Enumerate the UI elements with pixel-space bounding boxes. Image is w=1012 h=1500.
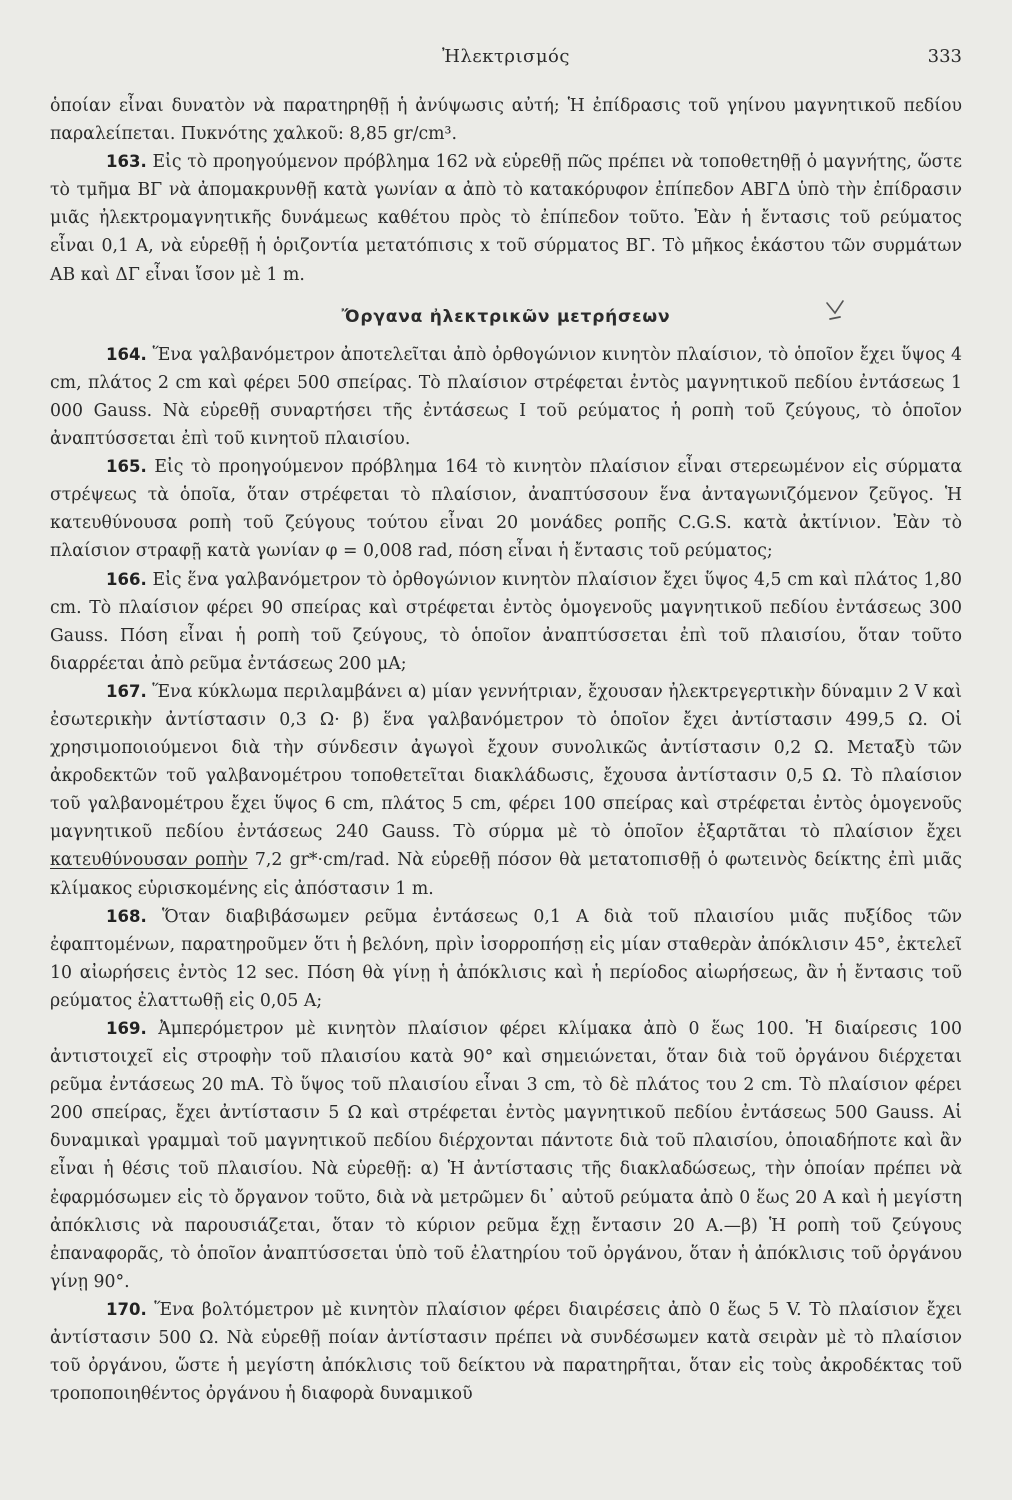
problem-number: 164. bbox=[106, 344, 147, 364]
page-number: 333 bbox=[927, 46, 962, 67]
problem-text: Εἰς τὸ προηγούμενον πρόβλημα 162 νὰ εὑρεθῇ πῶς πρέπει νὰ τοποθετηθῇ ὁ μαγνήτης, ὥστε τὸ τμῆμα ΒΓ νὰ ἀπομακρυνθῇ κατὰ γωνίαν α ἀπὸ τὸ κατακόρυφον ἐπίπεδον ΑΒΓΔ ὑπὸ τὴν ἐπίδρασιν μιᾶς ἠλεκτρομαγνητικῆς δυνάμεως καθέτου πρὸς τὸ ἐπίπεδον τοῦτο. Ἐὰν ἡ ἔντασις τοῦ ρεύματος εἶναι 0,1 Α, νὰ εὑρεθῇ ἡ ὁριζοντία μετατόπισις x τοῦ σύρματος ΒΓ. Τὸ μῆκος ἑκάστου τῶν συρμάτων ΑΒ καὶ ΔΓ εἶναι ἴσον μὲ 1 m. bbox=[50, 152, 962, 285]
problem-text-after: 7,2 gr*·cm/rad. Νὰ εὑρεθῇ πόσον θὰ μετατοπισθῇ ὁ φωτεινὸς δείκτης ἐπὶ μιᾶς κλίμακος εὑρισκομένης εἰς ἀπόστασιν 1 m. bbox=[50, 850, 962, 899]
handwritten-check-mark-icon bbox=[824, 297, 846, 325]
problem-number: 163. bbox=[106, 152, 147, 172]
section-heading-text: Ὄργανα ἠλεκτρικῶν μετρήσεων bbox=[341, 306, 671, 327]
problem-169 bbox=[50, 1015, 962, 1296]
problem-number: 170. bbox=[106, 1299, 147, 1319]
problem-number: 169. bbox=[106, 1019, 147, 1038]
problem-text: Εἰς ἕνα γαλβανόμετρον τὸ ὀρθογώνιον κινητὸν πλαίσιον ἔχει ὕψος 4,5 cm καὶ πλάτος 1,80 cm. Τὸ πλαίσιον φέρει 90 σπείρας καὶ στρέφεται ἐντὸς ὁμογενοῦς μαγνητικοῦ πεδίου ἐντάσεως 300 Gauss. Πόση εἶναι ἡ ροπὴ τοῦ ζεύγους, τὸ ὁποῖον ἀναπτύσσεται ἐπὶ τοῦ πλαισίου, ὅταν τοῦτο διαρρέεται ἀπὸ ρεῦμα ἐντάσεως 200 μΑ; bbox=[50, 569, 962, 674]
running-head bbox=[50, 46, 962, 92]
problem-number: 167. bbox=[106, 681, 147, 701]
problem-text: Ἕνα γαλβανόμετρον ἀποτελεῖται ἀπὸ ὀρθογώνιον κινητὸν πλαίσιον, τὸ ὁποῖον ἔχει ὕψος 4 cm, πλάτος 2 cm καὶ φέρει 500 σπείρας. Τὸ πλαίσιον στρέφεται ἐντὸς μαγνητικοῦ πεδίου ἐντάσεως 1 000 Gauss. Νὰ εὑρεθῇ συναρτήσει τῆς ἐντάσεως Ι τοῦ ρεύματος ἡ ροπὴ τοῦ ζεύγους, τὸ ὁποῖον ἀναπτύσσεται ἐπὶ τοῦ κινητοῦ πλαισίου. bbox=[50, 344, 962, 450]
problem-text: Εἰς τὸ προηγούμενον πρόβλημα 164 τὸ κινητὸν πλαίσιον εἶναι στερεωμένον εἰς σύρματα στρέψεως τὰ ὁποῖα, ὅταν στρέφεται τὸ πλαίσιον, ἀναπτύσσουν ἕνα ἀνταγωνιζόμενον ζεῦγος. Ἡ κατευθύνουσα ροπὴ τοῦ ζεύγους τούτου εἶναι 20 μονάδες ροπῆς C.G.S. κατὰ ἀκτίνιον. Ἐὰν τὸ πλαίσιον στραφῇ κατὰ γωνίαν φ = 0,008 rad, πόση εἶναι ἡ ἔντασις τοῦ ρεύματος; bbox=[50, 457, 962, 562]
problem-number: 166. bbox=[106, 569, 147, 589]
problem-text-before: Ἕνα κύκλωμα περιλαμβάνει α) μίαν γεννήτριαν, ἔχουσαν ἠλεκτρεγερτικὴν δύναμιν 2 V καὶ ἐσωτερικὴν ἀντίστασιν 0,3 Ω· β) ἕνα γαλβανόμετρον τὸ ὁποῖον ἔχει ἀντίστασιν 499,5 Ω. Οἱ χρησιμοποιούμενοι διὰ τὴν σύνδεσιν ἀγωγοὶ ἔχουν συνολικῶς ἀντίστασιν 0,2 Ω. Μεταξὺ τῶν ἀκροδεκτῶν τοῦ γαλβανομέτρου τοποθετεῖται διακλάδωσις, ἔχουσα ἀντίστασιν 0,5 Ω. Τὸ πλαίσιον τοῦ γαλβανομέτρου ἔχει ὕψος 6 cm, πλάτος 5 cm, φέρει 100 σπείρας καὶ στρέφεται ἐντὸς ὁμογενοῦς μαγνητικοῦ πεδίου ἐντάσεως 240 Gauss. Τὸ σύρμα μὲ τὸ ὁποῖον ἐξαρτᾶται τὸ πλαίσιον ἔχει bbox=[50, 681, 963, 843]
intro-paragraph: ὁποίαν εἶναι δυνατὸν νὰ παρατηρηθῇ ἡ ἀνύψωσις αὐτή; Ἡ ἐπίδρασις τοῦ γηίνου μαγνητικοῦ πεδίου παραλείπεται. Πυκνότης χαλκοῦ: 8,85 gr/cm³. bbox=[50, 96, 962, 145]
running-title: Ἠλεκτρισμός bbox=[442, 46, 570, 67]
page-text bbox=[50, 92, 962, 1408]
problem-165 bbox=[50, 453, 962, 565]
problem-168 bbox=[50, 903, 962, 1015]
underlined-phrase: κατευθύνουσαν ροπὴν bbox=[50, 850, 248, 871]
problem-167 bbox=[50, 678, 962, 903]
problem-text: Ἀμπερόμετρον μὲ κινητὸν πλαίσιον φέρει κλίμακα ἀπὸ 0 ἕως 100. Ἡ διαίρεσις 100 ἀντιστοιχεῖ εἰς στροφὴν τοῦ πλαισίου κατὰ 90° καὶ σημειώνεται, ὅταν διὰ τοῦ ὀργάνου διέρχεται ρεῦμα ἐντάσεως 20 mA. Τὸ ὕψος τοῦ πλαισίου εἶναι 3 cm, τὸ δὲ πλάτος του 2 cm. Τὸ πλαίσιον φέρει 200 σπείρας, ἔχει ἀντίστασιν 5 Ω καὶ στρέφεται ἐντὸς μαγνητικοῦ πεδίου ἐντάσεως 500 Gauss. Αἱ δυναμικαὶ γραμμαὶ τοῦ μαγνητικοῦ πεδίου διέρχονται πάντοτε διὰ τοῦ πλαισίου, ὁποιαδήποτε καὶ ἂν εἶναι ἡ θέσις τοῦ πλαισίου. Νὰ εὑρεθῇ: α) Ἡ ἀντίστασις τῆς διακλαδώσεως, τὴν ὁποίαν πρέπει νὰ ἐφαρμόσωμεν εἰς τὸ ὄργανον τοῦτο, διὰ νὰ μετρῶμεν δι᾽ αὐτοῦ ρεύματα ἀπὸ 0 ἕως 20 Α καὶ ἡ μεγίστη ἀπόκλισις νὰ παρουσιάζεται, ὅταν τὸ κύριον ρεῦμα ἔχῃ ἔντασιν 20 Α.—β) Ἡ ροπὴ τοῦ ζεύγους ἐπαναφορᾶς, τὸ ὁποῖον ἀναπτύσσεται ὑπὸ τοῦ ἐλατηρίου τοῦ ὀργάνου, ὅταν ἡ ἀπόκλισις τοῦ ὀργάνου γίνῃ 90°. bbox=[50, 1019, 962, 1292]
problem-164 bbox=[50, 341, 962, 453]
problem-number: 168. bbox=[106, 906, 147, 926]
problem-163 bbox=[50, 148, 962, 288]
problem-number: 165. bbox=[106, 457, 147, 477]
problem-166 bbox=[50, 566, 962, 678]
problem-text: Ὅταν διαβιβάσωμεν ρεῦμα ἐντάσεως 0,1 Α διὰ τοῦ πλαισίου μιᾶς πυξίδος τῶν ἐφαπτομένων, παρατηροῦμεν ὅτι ἡ βελόνη, πρὶν ἰσορροπήσῃ εἰς μίαν σταθερὰν ἀπόκλισιν 45°, ἐκτελεῖ 10 αἰωρήσεις ἐντὸς 12 sec. Πόση θὰ γίνῃ ἡ ἀπόκλισις καὶ ἡ περίοδος αἰωρήσεως, ἂν ἡ ἔντασις τοῦ ρεύματος ἐλαττωθῇ εἰς 0,05 Α; bbox=[50, 906, 962, 1011]
problem-170 bbox=[50, 1296, 962, 1408]
problem-text: Ἕνα βολτόμετρον μὲ κινητὸν πλαίσιον φέρει διαιρέσεις ἀπὸ 0 ἕως 5 V. Τὸ πλαίσιον ἔχει ἀντίστασιν 500 Ω. Νὰ εὑρεθῇ ποίαν ἀντίστασιν πρέπει νὰ συνδέσωμεν κατὰ σειρὰν μὲ τὸ πλαίσιον τοῦ ὀργάνου, ὥστε ἡ μεγίστη ἀπόκλισις τοῦ δείκτου νὰ παρατηρῆται, ὅταν εἰς τοὺς ἀκροδέκτας τοῦ τροποποιηθέντος ὀργάνου ἡ διαφορὰ δυναμικοῦ bbox=[50, 1299, 962, 1405]
section-heading bbox=[50, 303, 962, 331]
